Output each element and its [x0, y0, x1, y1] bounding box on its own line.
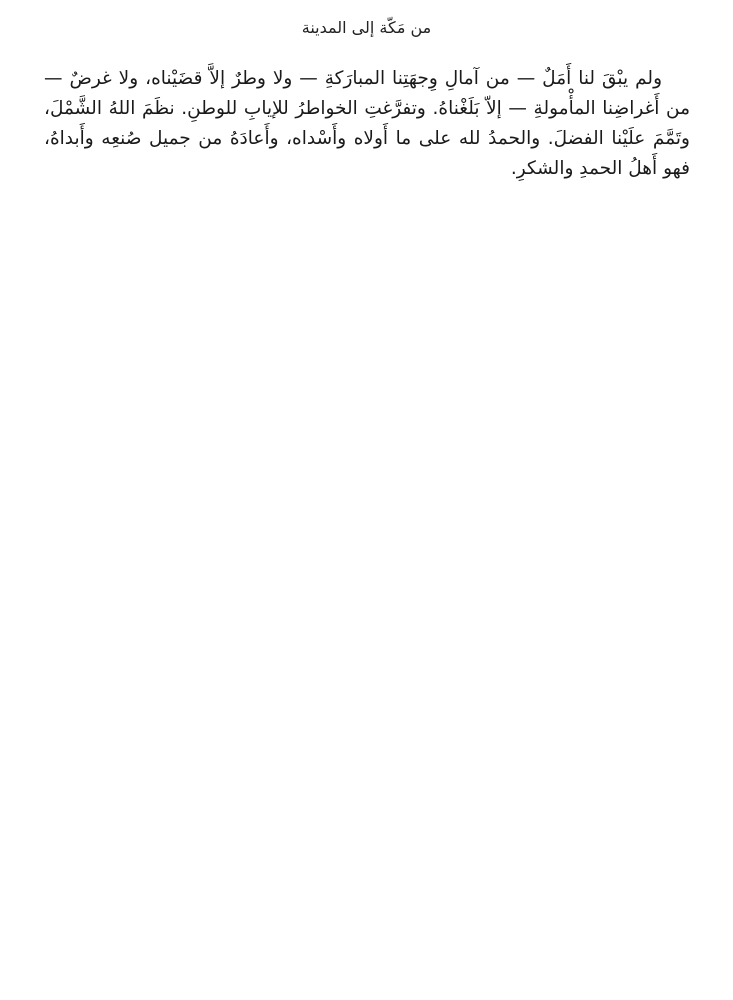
running-header-title: من مَكّة إلى المدينة: [301, 18, 432, 37]
body-paragraph: ولم يبْقَ لنا أَمَلٌ — من آمالِ وِجهَتِنا المبارَكةِ — ولا وطرٌ إلاَّ قضَيْناه، ولا غرضٌ — من أَغراضِنا المأْمولةِ — إلاّ بَلَغْناهُ. وتفرَّغتِ الخواطرُ للإيابِ للوطنِ. نظَمَ اللهُ الشَّمْلَ، وتَمَّمَ علَيْنا الفضلَ. والحمدُ لله على ما أَولاه وأَسْداه، وأَعادَهُ من جميل صُنعِه وأَبداهُ، فهو أَهلُ الحمدِ والشكرِ.: [44, 68, 690, 179]
